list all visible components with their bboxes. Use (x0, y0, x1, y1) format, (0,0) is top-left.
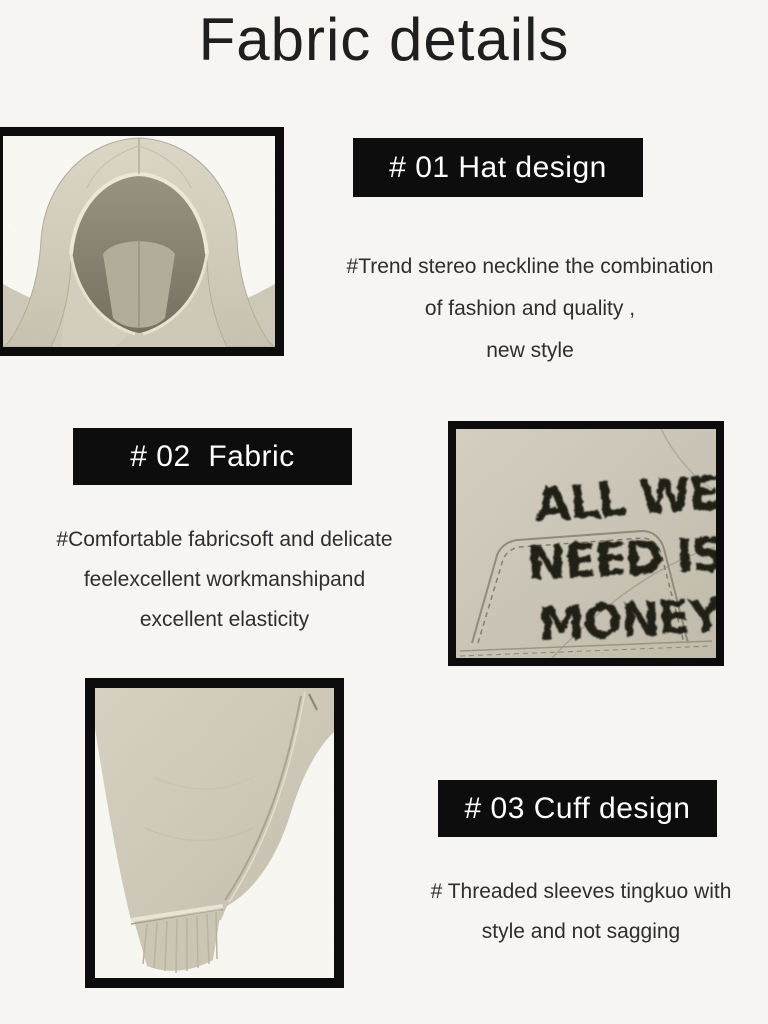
hood-photo (0, 127, 284, 356)
description-line: new style (486, 339, 574, 362)
page-title: Fabric details (198, 6, 570, 73)
pocket-fabric-photo (448, 421, 724, 666)
section-01-description (288, 246, 768, 372)
section-02-banner (73, 428, 352, 485)
description-line: of fashion and quality , (424, 297, 636, 320)
section-03-description (391, 872, 768, 952)
pocket-photo-art (456, 429, 716, 658)
cuff-photo (85, 678, 344, 988)
section-02-banner-label: # 02 Fabric (130, 439, 295, 473)
section-03-banner (438, 780, 717, 837)
section-03-banner-label: # 03 Cuff design (464, 791, 691, 825)
description-line: # Threaded sleeves tingkuo with (430, 880, 732, 903)
description-line: style and not sagging (481, 920, 681, 943)
hood-photo-art (3, 136, 275, 347)
description-line: excellent elasticity (139, 608, 310, 631)
description-line: feelexcellent workmanshipand (83, 568, 366, 591)
description-line: #Comfortable fabricsoft and delicate (56, 528, 393, 551)
section-01-banner-label: # 01 Hat design (389, 150, 607, 184)
section-01-banner (353, 138, 643, 197)
section-02-description (2, 520, 447, 640)
description-line: #Trend stereo neckline the combination (346, 255, 714, 278)
cuff-photo-art (95, 688, 334, 978)
